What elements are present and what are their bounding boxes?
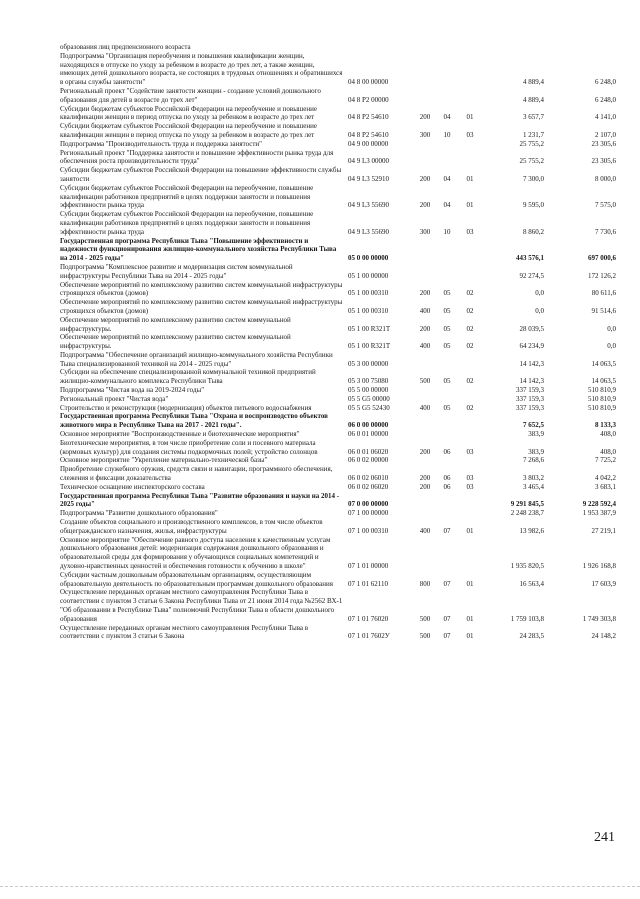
row-amount-year1: 28 039,5: [519, 324, 544, 333]
row-expense-type: 200: [419, 289, 431, 298]
row-subsection: [458, 52, 482, 87]
row-section: 04: [443, 201, 451, 210]
row-amount-year2: 1 926 168,8: [582, 562, 616, 571]
row-name: Основное мероприятие "Воспроизводственные и биотехнические мероприятия": [60, 430, 300, 439]
row-section: 04: [443, 174, 451, 183]
table-row: [60, 492, 616, 510]
row-amount-year2: 2 107,0: [595, 130, 616, 139]
row-code: 07 1 01 62110: [348, 579, 388, 588]
row-amount-year2: 510 810,9: [588, 403, 616, 412]
row-amount-year2: 4 141,0: [595, 113, 616, 122]
row-expense-type: [414, 87, 436, 105]
row-subsection: [458, 412, 482, 430]
row-amount-year1: 0,0: [535, 289, 544, 298]
table-row: [60, 412, 616, 430]
row-section: 06: [443, 482, 451, 491]
row-expense-type: [414, 456, 436, 465]
row-expense-type: 400: [419, 526, 431, 535]
row-section: [436, 263, 458, 281]
row-name: Осуществление переданных органам местного самоуправления Республики Тыва в соответствии с пунктом 3 статьи 6 Закона: [60, 623, 309, 641]
row-amount-year2: 172 126,2: [588, 271, 616, 280]
row-amount-year2: [544, 43, 616, 52]
row-code: 05 1 00 00310: [348, 306, 389, 315]
row-code: 05 5 00 00000: [348, 386, 389, 395]
table-row: [60, 149, 616, 167]
row-expense-type: [414, 237, 436, 263]
row-subsection: 01: [466, 579, 474, 588]
row-name: Создание объектов социального и производственного комплексов, в том числе объектов общегражданского назначения, жилья, инфраструктуры: [60, 518, 323, 535]
row-name: Подпрограмма "Чистая вода на 2019-2024 годы": [60, 386, 205, 395]
row-code: 05 1 00 00310: [348, 289, 389, 298]
row-subsection: [458, 87, 482, 105]
row-section: [436, 237, 458, 263]
row-name: Подпрограмма "Организация переобучения и повышения квалификации женщин, находящихся в отпуске по уходу за ребенком в возрасте до трех лет, а также женщин, имеющих детей дошкольного возраста, не состоящих в трудовых отношениях и обратившихся в органы службы занятости": [60, 51, 343, 87]
row-amount-year1: 3 657,7: [523, 113, 544, 122]
row-amount-year2: 23 305,6: [591, 157, 616, 166]
row-expense-type: 200: [419, 474, 431, 483]
row-code: 04 8 00 00000: [348, 78, 389, 87]
table-row: [60, 439, 616, 457]
row-amount-year2: 0,0: [607, 342, 616, 351]
row-amount-year1: 16 563,4: [519, 579, 544, 588]
table-body: [60, 43, 616, 641]
row-expense-type: 800: [419, 579, 431, 588]
row-expense-type: 500: [419, 632, 431, 641]
row-section: 05: [443, 342, 451, 351]
row-section: [436, 149, 458, 167]
row-section: [436, 536, 458, 571]
row-amount-year1: 9 595,0: [523, 201, 544, 210]
row-subsection: 02: [466, 324, 474, 333]
row-amount-year1: 443 576,1: [516, 254, 544, 263]
table-row: [60, 316, 616, 334]
row-amount-year1: 2 248 238,7: [510, 509, 544, 518]
row-subsection: 01: [466, 632, 474, 641]
row-amount-year1: 3 803,2: [523, 474, 544, 483]
row-amount-year2: 14 063,5: [591, 377, 616, 386]
row-code: 07 0 00 00000: [348, 500, 389, 509]
row-expense-type: 200: [419, 482, 431, 491]
row-name: Субсидии бюджетам субъектов Российской Федерации на переобучение и повышение квалификации женщин в период отпуска по уходу за ребенком в возрасте до трех лет: [60, 104, 318, 122]
row-code: 05 5 G5 00000: [348, 394, 390, 403]
row-name: Техническое оснащение инспекторского состава: [60, 482, 205, 491]
row-expense-type: 200: [419, 447, 431, 456]
row-section: [436, 140, 458, 149]
row-expense-type: [414, 412, 436, 430]
row-name: Обеспечение мероприятий по комплексному развитию систем коммунальной инфраструктуры строящихся объектов (домов): [60, 298, 343, 315]
row-code: 05 0 00 00000: [348, 254, 389, 263]
row-expense-type: 500: [419, 377, 431, 386]
row-subsection: 02: [466, 306, 474, 315]
row-name: Субсидии частным дошкольным образовательным организациям, осуществляющим образовательную деятельность по образовательным программам дошкольного образования: [60, 570, 333, 588]
row-name: Основное мероприятие "Обеспечение равного доступа населения к качественным услугам дошкольного образования детей: модернизация содержания дошкольного образования и образовательной среды для формирования у обучающихся социальных компетенций и духовно-нравственных ценностей и обеспечения готовности к обучению в школе": [60, 535, 331, 571]
row-code: 07 1 01 76020: [348, 614, 389, 623]
row-name: Субсидии бюджетам субъектов Российской Федерации на переобучение, повышение квалификации работников предприятий в целях поддержки занятости и повышения эффективности рынка труда: [60, 183, 314, 210]
row-section: 05: [443, 324, 451, 333]
row-amount-year1: 7 652,5: [523, 421, 544, 430]
row-subsection: [458, 386, 482, 395]
table-row: [60, 298, 616, 316]
table-row: [60, 184, 616, 210]
table-row: [60, 351, 616, 369]
row-section: [436, 395, 458, 404]
row-section: 07: [443, 632, 451, 641]
row-amount-year1: 64 234,9: [519, 342, 544, 351]
row-section: 05: [443, 306, 451, 315]
row-expense-type: 300: [419, 227, 431, 236]
table-row: [60, 518, 616, 536]
row-section: [436, 456, 458, 465]
row-amount-year1: 7 268,6: [523, 456, 544, 465]
row-amount-year1: 9 291 845,5: [510, 500, 544, 509]
row-subsection: [458, 263, 482, 281]
row-name: Обеспечение мероприятий по комплексному развитию систем коммунальной инфраструктуры.: [60, 315, 291, 333]
row-amount-year1: 1 759 103,8: [510, 614, 544, 623]
row-amount-year1: [482, 43, 544, 52]
row-amount-year2: 1 749 303,8: [582, 614, 616, 623]
row-expense-type: [414, 509, 436, 518]
row-amount-year1: 4 889,4: [523, 78, 544, 87]
row-name: Подпрограмма "Производительность труда и поддержка занятости": [60, 139, 263, 148]
row-subsection: 01: [466, 174, 474, 183]
row-name: Государственная программа Республики Тыва "Развитие образования и науки на 2014 - 2025 годы": [60, 491, 340, 509]
row-amount-year2: 80 611,6: [591, 289, 616, 298]
row-name: образования лиц предпенсионного возраста: [60, 43, 191, 51]
table-row: [60, 43, 616, 52]
row-name: Государственная программа Республики Тыва "Охрана и воспроизводство объектов животного мира в Республике Тыва на 2017 - 2021 годы".: [60, 412, 328, 430]
table-row: [60, 105, 616, 123]
row-amount-year1: 337 159,3: [516, 403, 544, 412]
row-section: 06: [443, 474, 451, 483]
table-row: [60, 404, 616, 413]
row-code: 07 1 00 00310: [348, 526, 389, 535]
row-code: 07 1 01 7602У: [348, 632, 390, 641]
row-section: 10: [443, 130, 451, 139]
row-amount-year2: 1 953 387,9: [582, 509, 616, 518]
row-amount-year1: 25 755,2: [519, 157, 544, 166]
row-name: Субсидии бюджетам субъектов Российской Федерации на переобучение и повышение квалификации женщин в период отпуска по уходу за ребенком в возрасте до трех лет: [60, 122, 318, 139]
row-name: Подпрограмма "Обеспечение организаций жилищно-коммунального хозяйства Республики Тыва специализированной техникой на 2014 - 2025 годы": [60, 350, 333, 368]
row-section: [436, 430, 458, 439]
table-row: [60, 281, 616, 299]
row-name: Субсидии бюджетам субъектов Российской Федерации на повышение эффективности службы занятости: [60, 166, 342, 183]
row-code: 05 1 00 R321T: [348, 342, 391, 351]
row-code: 07 1 00 00000: [348, 509, 389, 518]
row-section: 04: [443, 113, 451, 122]
row-subsection: [458, 43, 482, 52]
row-name: Строительство и реконструкция (модернизация) объектов питьевого водоснабжения: [60, 403, 312, 412]
row-expense-type: [414, 492, 436, 510]
row-section: 06: [443, 447, 451, 456]
row-expense-type: 200: [419, 201, 431, 210]
row-subsection: 03: [466, 447, 474, 456]
table-row: [60, 263, 616, 281]
row-code: 04 9 L3 55690: [348, 201, 390, 210]
row-code: [348, 43, 414, 52]
row-expense-type: [414, 43, 436, 52]
row-subsection: 03: [466, 227, 474, 236]
row-amount-year2: 408,0: [600, 430, 616, 439]
row-expense-type: [414, 263, 436, 281]
row-expense-type: [414, 351, 436, 369]
row-name: Региональный проект "Чистая вода": [60, 394, 169, 403]
row-section: [436, 386, 458, 395]
row-name: Государственная программа Республики Тыва "Повышение эффективности и надежности функционирования жилищно-коммунального хозяйства Республики Тыва на 2014 - 2025 годы": [60, 236, 337, 263]
row-subsection: 03: [466, 130, 474, 139]
row-expense-type: 200: [419, 113, 431, 122]
row-subsection: [458, 237, 482, 263]
row-amount-year2: 6 248,0: [595, 95, 616, 104]
table-row: [60, 140, 616, 149]
row-section: 07: [443, 614, 451, 623]
row-amount-year1: 1 231,7: [523, 130, 544, 139]
table-row: [60, 237, 616, 263]
row-code: 04 8 P2 00000: [348, 95, 389, 104]
row-section: [436, 351, 458, 369]
row-subsection: 01: [466, 614, 474, 623]
row-amount-year2: 0,0: [607, 324, 616, 333]
row-section: 05: [443, 377, 451, 386]
row-amount-year2: 8 000,0: [595, 174, 616, 183]
table-row: [60, 166, 616, 184]
row-subsection: [458, 492, 482, 510]
row-subsection: 01: [466, 113, 474, 122]
row-code: 04 9 L3 52910: [348, 174, 390, 183]
row-name: Биотехнические мероприятия, в том числе приобретение соли и посевного материала (кормовых культур) для создания системы подкормочных полей; устройство солонцов: [60, 438, 318, 456]
row-name: Подпрограмма "Развитие дошкольного образования": [60, 509, 218, 518]
row-amount-year1: 3 465,4: [523, 482, 544, 491]
row-subsection: [458, 149, 482, 167]
row-name: Подпрограмма "Комплексное развитие и модернизация систем коммунальной инфраструктуры Республики Тыва на 2014 - 2025 годы": [60, 262, 293, 280]
row-code: 05 3 00 75080: [348, 377, 389, 386]
row-amount-year1: 383,9: [528, 430, 544, 439]
row-section: [436, 492, 458, 510]
row-name: Региональный проект "Содействие занятости женщин - создание условий дошкольного образования для детей в возрасте до трех лет": [60, 86, 321, 104]
row-subsection: [458, 430, 482, 439]
row-amount-year1: 13 982,6: [519, 526, 544, 535]
row-amount-year1: 24 283,5: [519, 632, 544, 641]
row-amount-year2: 408,0: [600, 447, 616, 456]
row-section: [436, 412, 458, 430]
table-row: [60, 465, 616, 483]
row-subsection: 01: [466, 526, 474, 535]
row-expense-type: [414, 430, 436, 439]
footer-divider: [0, 886, 640, 887]
row-amount-year1: 0,0: [535, 306, 544, 315]
row-code: 06 0 01 00000: [348, 430, 389, 439]
row-subsection: 02: [466, 403, 474, 412]
row-amount-year2: 24 148,2: [591, 632, 616, 641]
row-amount-year2: 697 000,6: [588, 254, 616, 263]
row-amount-year2: 91 514,6: [591, 306, 616, 315]
row-code: 04 9 00 00000: [348, 139, 389, 148]
row-code: 06 0 00 00000: [348, 421, 389, 430]
table-row: [60, 571, 616, 589]
table-row: [60, 52, 616, 87]
row-code: 04 8 P2 54610: [348, 130, 389, 139]
row-name: Обеспечение мероприятий по комплексному развитию систем коммунальной инфраструктуры строящихся объектов (домов): [60, 280, 343, 298]
row-expense-type: 500: [419, 614, 431, 623]
row-name: Региональный проект "Поддержка занятости и повышение эффективности рынка труда для обеспечения роста производительности труда": [60, 148, 334, 166]
row-amount-year2: 6 248,0: [595, 78, 616, 87]
row-code: 04 8 P2 54610: [348, 113, 389, 122]
row-code: 04 9 L3 55690: [348, 227, 390, 236]
row-code: 07 1 01 00000: [348, 562, 389, 571]
row-expense-type: [414, 536, 436, 571]
row-expense-type: 200: [419, 174, 431, 183]
row-subsection: [458, 456, 482, 465]
row-expense-type: [414, 52, 436, 87]
row-amount-year1: 7 300,0: [523, 174, 544, 183]
row-section: [436, 509, 458, 518]
row-amount-year2: 8 133,3: [595, 421, 616, 430]
row-expense-type: 400: [419, 306, 431, 315]
row-expense-type: 400: [419, 403, 431, 412]
row-amount-year2: 4 042,2: [595, 474, 616, 483]
row-subsection: 01: [466, 201, 474, 210]
row-amount-year1: 337 159,3: [516, 386, 544, 395]
row-subsection: [458, 536, 482, 571]
row-amount-year2: 7 725,2: [595, 456, 616, 465]
table-row: [60, 456, 616, 465]
table-row: [60, 87, 616, 105]
row-code: 05 5 G5 52430: [348, 403, 390, 412]
row-section: 05: [443, 289, 451, 298]
row-amount-year1: 25 755,2: [519, 139, 544, 148]
row-amount-year2: 14 063,5: [591, 359, 616, 368]
table-row: [60, 368, 616, 386]
row-amount-year2: 7 730,6: [595, 227, 616, 236]
row-subsection: 03: [466, 474, 474, 483]
row-section: 05: [443, 403, 451, 412]
row-amount-year2: 9 228 592,4: [582, 500, 616, 509]
budget-table: [60, 43, 616, 641]
row-name: Основное мероприятие "Укрепление материально-технической базы": [60, 456, 268, 465]
row-section: 10: [443, 227, 451, 236]
row-amount-year1: 4 889,4: [523, 95, 544, 104]
table-row: [60, 210, 616, 236]
row-code: 04 9 L3 00000: [348, 157, 390, 166]
row-expense-type: [414, 395, 436, 404]
row-subsection: [458, 140, 482, 149]
table-row: [60, 333, 616, 351]
table-row: [60, 430, 616, 439]
row-name: Обеспечение мероприятий по комплексному развитию систем коммунальной инфраструктуры.: [60, 333, 291, 351]
row-expense-type: [414, 140, 436, 149]
row-code: 05 1 00 R321T: [348, 324, 391, 333]
row-expense-type: 200: [419, 324, 431, 333]
row-amount-year1: 14 142,3: [519, 359, 544, 368]
row-amount-year1: 8 860,2: [523, 227, 544, 236]
row-section: [436, 43, 458, 52]
row-subsection: [458, 351, 482, 369]
table-row: [60, 483, 616, 492]
table-row: [60, 386, 616, 395]
row-code: 06 0 01 06020: [348, 447, 389, 456]
row-expense-type: 300: [419, 130, 431, 139]
row-code: 06 0 02 06020: [348, 482, 389, 491]
row-code: 06 0 02 00000: [348, 456, 389, 465]
row-amount-year2: 3 683,1: [595, 482, 616, 491]
table-row: [60, 588, 616, 623]
table-row: [60, 509, 616, 518]
row-expense-type: [414, 149, 436, 167]
row-code: 05 1 00 00000: [348, 271, 389, 280]
row-name: Осуществление переданных органам местного самоуправления Республики Тыва в соответствии с пунктом 3 статьи 6 Закона Республики Тыва от 21 июня 2014 года №2562 ВХ-1 "Об образовании в Республике Тыва" полномочий Республики Тыва в области дошкольного образования: [60, 588, 343, 623]
row-amount-year2: 17 603,9: [591, 579, 616, 588]
row-amount-year1: 337 159,3: [516, 394, 544, 403]
row-amount-year1: 14 142,3: [519, 377, 544, 386]
row-subsection: 02: [466, 377, 474, 386]
page-number: 241: [594, 830, 615, 845]
table-row: [60, 395, 616, 404]
row-name: Приобретение служебного оружия, средств связи и навигации, программного обеспечения, слежения и фиксации доказательства: [60, 465, 333, 483]
row-expense-type: [414, 386, 436, 395]
row-section: [436, 87, 458, 105]
row-amount-year2: 23 305,6: [591, 139, 616, 148]
row-section: [436, 52, 458, 87]
row-section: 07: [443, 579, 451, 588]
row-subsection: 02: [466, 289, 474, 298]
row-amount-year1: 1 935 820,5: [510, 562, 544, 571]
row-subsection: 03: [466, 482, 474, 491]
row-code: 05 3 00 00000: [348, 359, 389, 368]
row-amount-year2: 510 810,9: [588, 394, 616, 403]
row-subsection: 02: [466, 342, 474, 351]
row-amount-year2: 510 810,9: [588, 386, 616, 395]
row-section: 07: [443, 526, 451, 535]
row-amount-year1: 92 274,5: [519, 271, 544, 280]
row-amount-year1: 383,9: [528, 447, 544, 456]
row-subsection: [458, 395, 482, 404]
row-subsection: [458, 509, 482, 518]
table-row: [60, 122, 616, 140]
table-row: [60, 624, 616, 642]
table-row: [60, 536, 616, 571]
row-expense-type: 400: [419, 342, 431, 351]
row-name: Субсидии на обеспечение специализированной коммунальной техникой предприятий жилищно-коммунального комплекса Республики Тыва: [60, 368, 316, 386]
row-amount-year2: 7 575,0: [595, 201, 616, 210]
row-code: 06 0 02 06010: [348, 474, 389, 483]
row-amount-year2: 27 219,1: [591, 526, 616, 535]
row-name: Субсидии бюджетам субъектов Российской Федерации на переобучение, повышение квалификации работников предприятий в целях поддержки занятости и повышения эффективности рынка труда: [60, 210, 314, 236]
